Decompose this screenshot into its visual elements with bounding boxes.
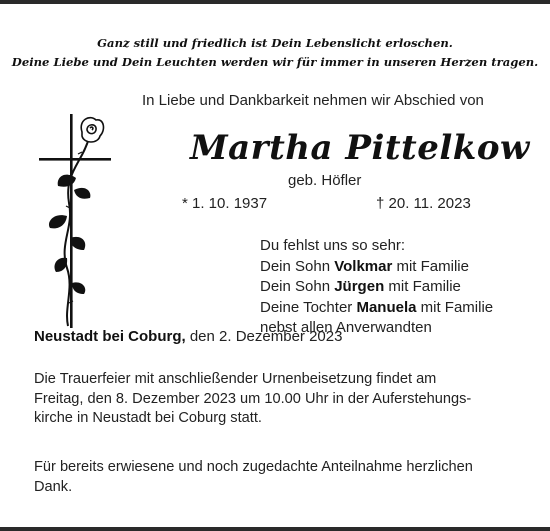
- maiden-name: geb. Höfler: [288, 172, 362, 189]
- relative-name: Manuela: [356, 298, 417, 316]
- place: Neustadt bei Coburg,: [34, 328, 186, 345]
- top-border: [0, 0, 550, 4]
- family-row: Deine Tochter Manuela mit Familie: [260, 298, 494, 316]
- funeral-info: Die Trauerfeier mit anschließender Urnenbeisetzung findet am Freitag, den 8. Dezember 2023 um 10.00 Uhr in der Auferstehungs- kirche in Neustadt bei Coburg statt.: [34, 371, 472, 426]
- family-list: [260, 236, 493, 339]
- birth-date: * 1. 10. 1937: [182, 195, 268, 212]
- family-row: Dein Sohn Volkmar mit Familie: [260, 257, 469, 275]
- family-row: Dein Sohn Jürgen mit Familie: [260, 278, 461, 295]
- place-and-date: [34, 328, 342, 345]
- cross-with-rose-icon: [34, 108, 114, 338]
- farewell-intro: In Liebe und Dankbarkeit nehmen wir Abschied von: [142, 92, 484, 109]
- date: den 2. Dezember 2023: [185, 328, 343, 345]
- verse-line-2: Deine Liebe und Dein Leuchten werden wir für immer in unseren Herzen tragen.: [11, 55, 539, 69]
- thanks-note: Für bereits erwiesene und noch zugedachte Anteilnahme herzlichen Dank.: [34, 459, 473, 495]
- relative-name: Jürgen: [334, 278, 385, 295]
- verse-line-1: Ganz still und friedlich ist Dein Lebenslicht erloschen.: [97, 36, 453, 50]
- memorial-verse: [0, 34, 550, 72]
- bottom-border: [0, 527, 550, 531]
- family-lead: Du fehlst uns so sehr:: [260, 237, 406, 254]
- death-date: † 20. 11. 2023: [376, 195, 471, 212]
- relative-name: Volkmar: [334, 257, 393, 275]
- deceased-name: Martha Pittelkow: [190, 128, 530, 168]
- other-relatives: nebst allen Anverwandten: [260, 319, 432, 336]
